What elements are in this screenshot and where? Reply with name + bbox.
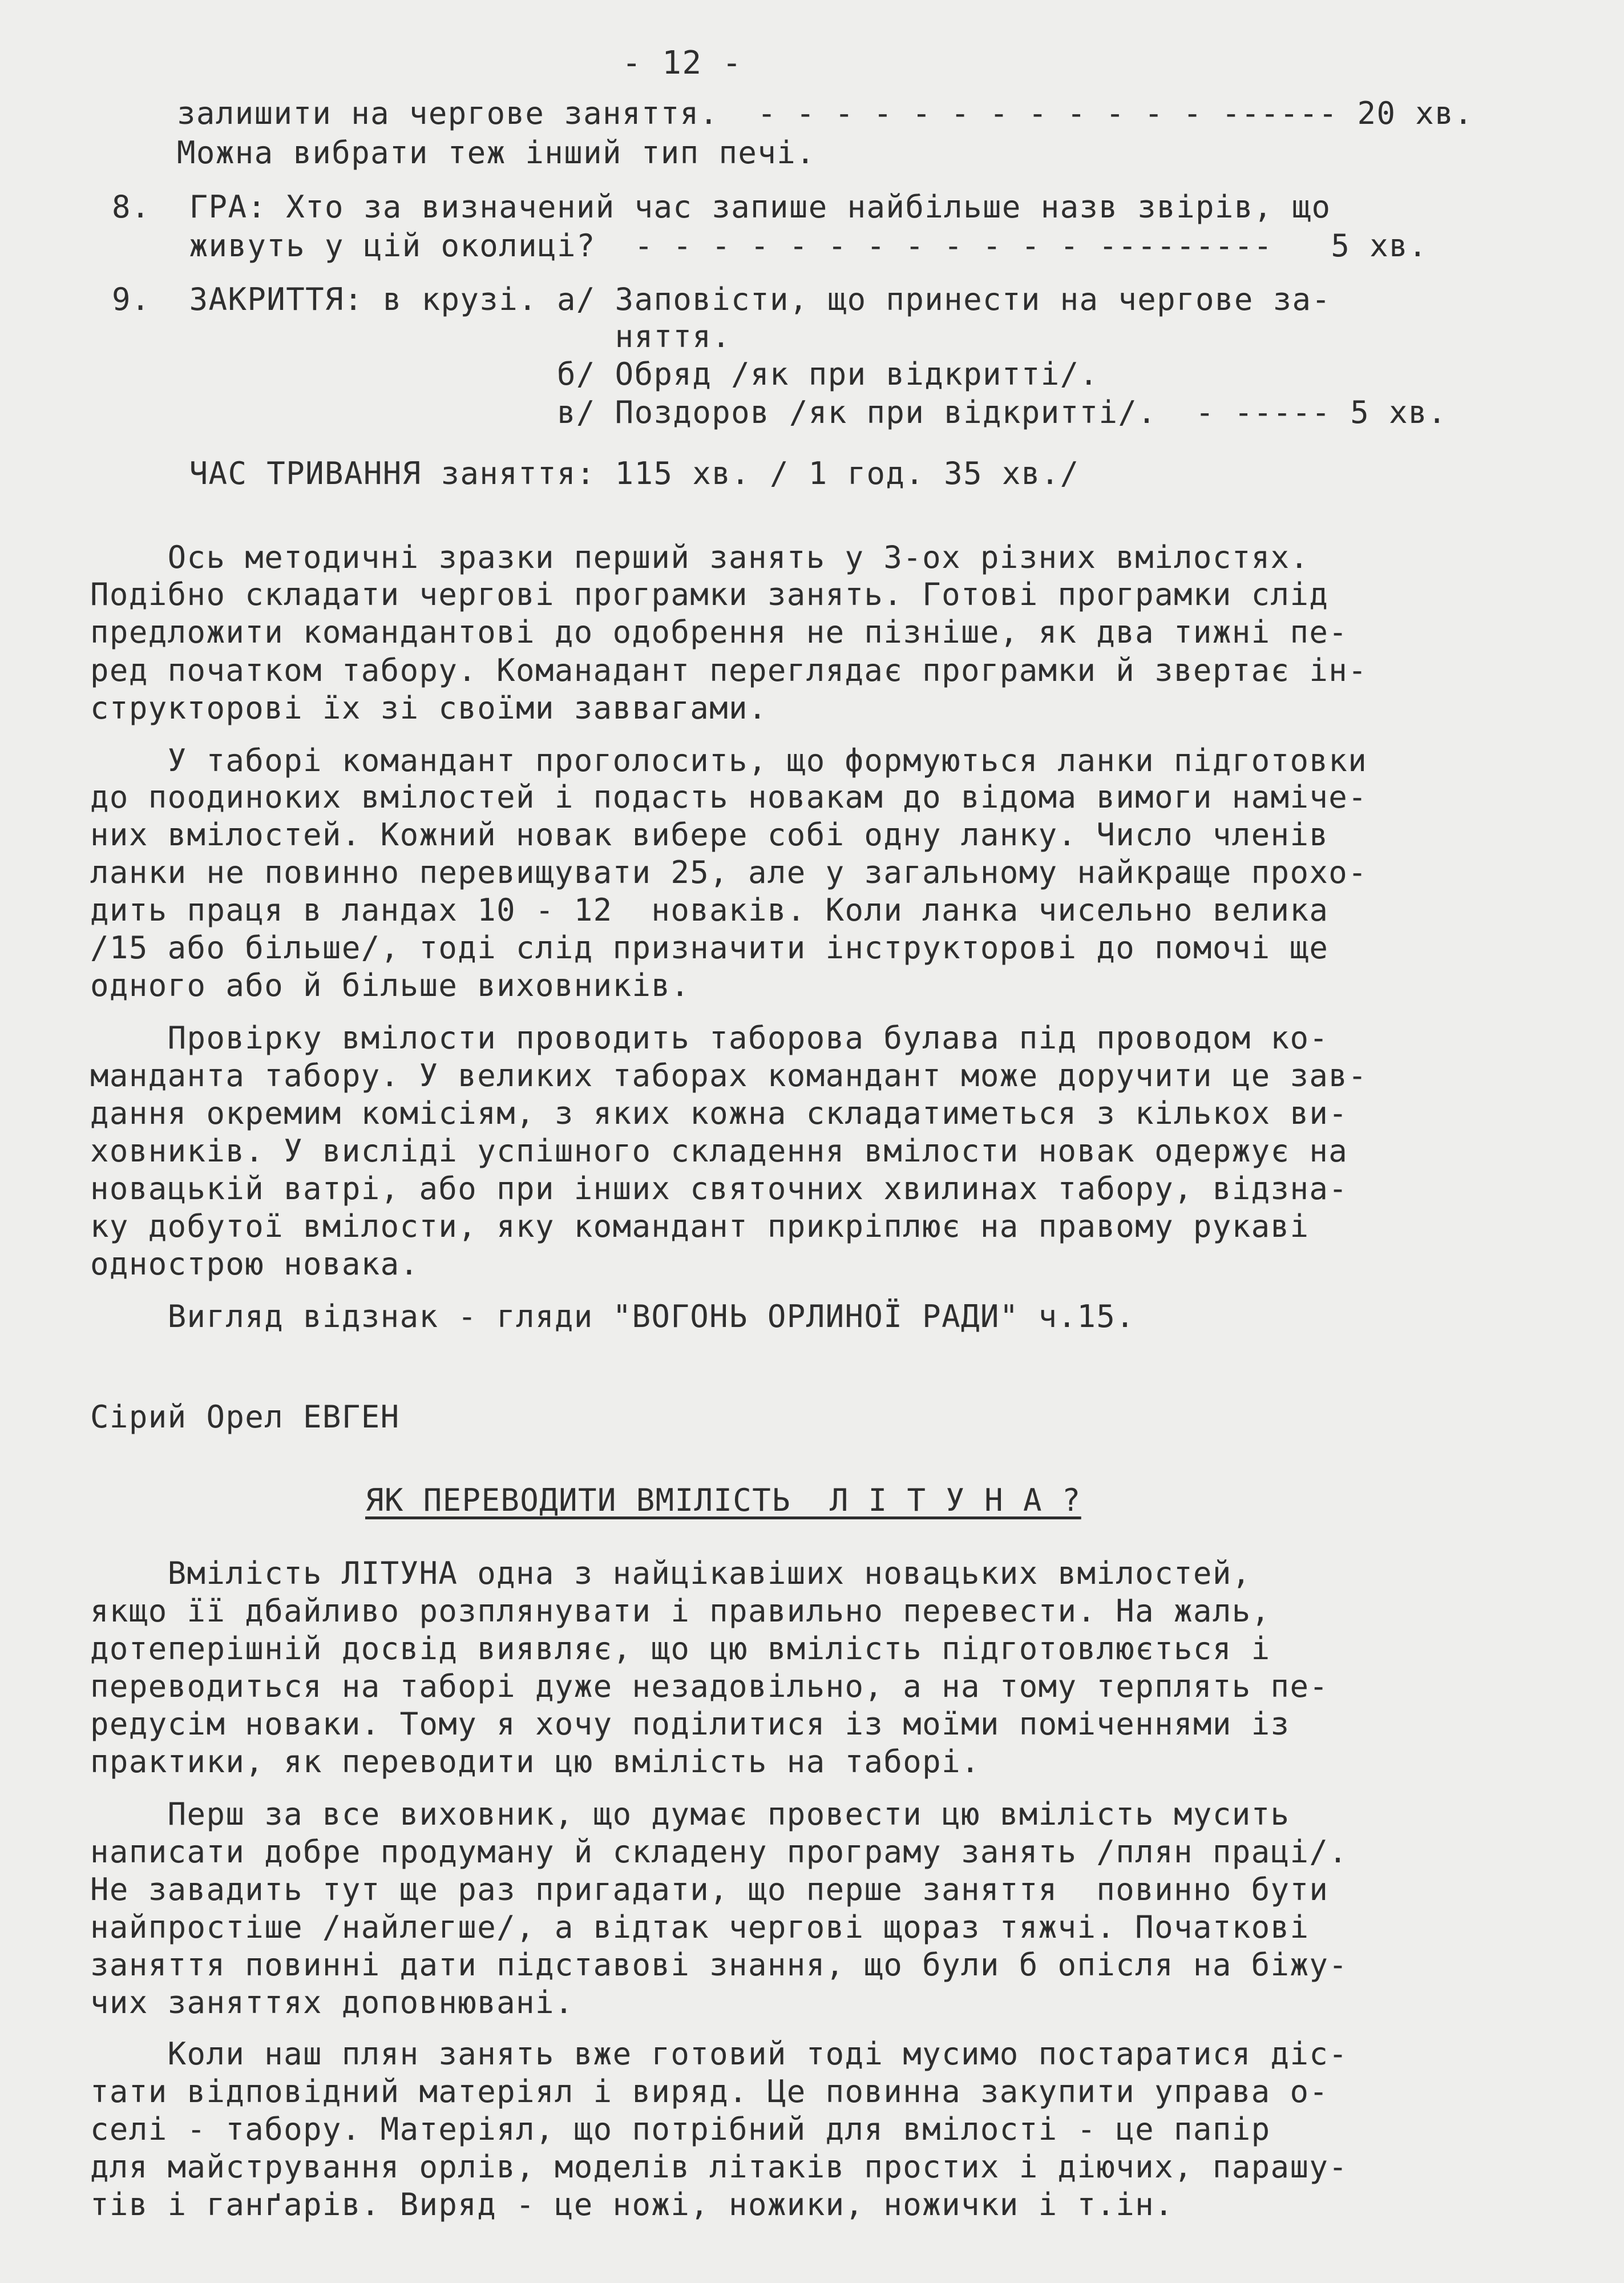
- text-line: манданта табору. У великих таборах командант може доручити це зав-: [90, 1058, 1368, 1094]
- text-line: структорові їх зі своїми заввагами.: [90, 690, 767, 726]
- text-line: тів і ганґарів. Виряд - це ножі, ножики, ножички і т.ін.: [90, 2187, 1174, 2223]
- text-line: тати відповідний матеріял і виряд. Це повинна закупити управа о-: [90, 2074, 1329, 2109]
- text-line: Ось методичні зразки перший занять у 3-ох різних вмілостях.: [90, 539, 1310, 575]
- author-signature: Сірий Орел ЕВГЕН: [90, 1399, 400, 1435]
- text-line: ку добутої вмілости, яку командант прикріплює на правому рукаві: [90, 1208, 1310, 1244]
- text-line: Можна вибрати теж інший тип печі.: [177, 135, 816, 171]
- text-line: залишити на чергове заняття. - - - - - - - - - - - - ------ 20 хв.: [177, 95, 1474, 131]
- section-title: ЯК ПЕРЕВОДИТИ ВМІЛІСТЬ Л І Т У Н А ?: [365, 1482, 1081, 1518]
- text-line: дотеперішній досвід виявляє, що цю вмілість підготовлюється і: [90, 1631, 1271, 1667]
- duration-line: ЧАС ТРИВАННЯ заняття: 115 хв. / 1 год. 35 хв./: [112, 455, 1080, 491]
- text-line: переводиться на таборі дуже незадовільно, а на тому терплять пе-: [90, 1668, 1329, 1704]
- text-line: селі - табору. Матеріял, що потрібний для вмілості - це папір: [90, 2111, 1271, 2147]
- text-line: редусім новаки. Тому я хочу поділитися із моїми поміченнями із: [90, 1706, 1290, 1742]
- text-line: дання окремим комісіям, з яких кожна складатиметься з кількох ви-: [90, 1095, 1348, 1131]
- text-line: новацькій ватрі, або при інших святочних хвилинах табору, відзна-: [90, 1171, 1348, 1207]
- text-line: них вмілостей. Кожний новак вибере собі одну ланку. Число членів: [90, 817, 1329, 853]
- text-line: Вигляд відзнак - гляди "ВОГОНЬ ОРЛИНОЇ РАДИ" ч.15.: [90, 1298, 1136, 1334]
- list-item-8-cont: живуть у цій околиці? - - - - - - - - - - - - --------- 5 хв.: [112, 228, 1428, 264]
- text-line: Подібно складати чергові програмки занять. Готові програмки слід: [90, 576, 1329, 612]
- text-line: однострою новака.: [90, 1246, 419, 1282]
- text-line: чих заняттях доповнювані.: [90, 1984, 574, 2020]
- text-line: ланки не повинно перевищувати 25, але у загальному найкраще прохо-: [90, 854, 1368, 890]
- text-line: якщо її дбайливо розплянувати і правильно перевести. На жаль,: [90, 1593, 1271, 1629]
- text-line: ред початком табору. Команадант переглядає програмки й звертає ін-: [90, 652, 1368, 688]
- text-line: написати добре продуману й складену програму занять /плян праці/.: [90, 1834, 1348, 1870]
- text-line: Не завадить тут ще раз пригадати, що перше заняття повинно бути: [90, 1871, 1329, 1907]
- text-line: найпростіше /найлегше/, а відтак чергові щораз тяжчі. Початкові: [90, 1909, 1310, 1945]
- text-line: предложити командантові до одобрення не пізніше, як два тижні пе-: [90, 614, 1348, 650]
- text-line: дить праця в ландах 10 - 12 новаків. Коли ланка чисельно велика: [90, 892, 1329, 928]
- text-line: /15 або більше/, тоді слід призначити інструкторові до помочі ще: [90, 930, 1329, 966]
- page-number: - 12 -: [622, 45, 742, 82]
- text-line: Коли наш плян занять вже готовий тоді мусимо постаратися діс-: [90, 2036, 1348, 2072]
- text-line: одного або й більше виховників.: [90, 967, 690, 1003]
- text-line: Провірку вмілости проводить таборова булава під проводом ко-: [90, 1020, 1329, 1056]
- text-line: Вміліcть ЛІТУНА одна з найцікавіших новацьких вмілостей,: [90, 1555, 1251, 1591]
- text-line: У таборі командант проголосить, що формуються ланки підготовки: [90, 743, 1368, 779]
- text-line: практики, як переводити цю вмілість на таборі.: [90, 1744, 980, 1780]
- text-line: ховників. У висліді успішного складення вмілости новак одержує на: [90, 1133, 1348, 1169]
- list-item-9: 9. ЗАКРИТТЯ: в крузі. а/ Заповісти, що принести на чергове за-: [112, 281, 1331, 317]
- text-line: до поодиноких вмілостей і подасть новакам до відома вимоги наміче-: [90, 779, 1368, 815]
- list-item-8: 8. ГРА: Хто за визначений час запише найбільше назв звірів, що: [112, 189, 1331, 225]
- text-line: для майстрування орлів, моделів літаків простих і діючих, парашу-: [90, 2149, 1348, 2185]
- text-line: б/ Обряд /як при відкритті/.: [112, 356, 1099, 392]
- text-line: Перш за все виховник, що думає провести цю вмілість мусить: [90, 1796, 1290, 1832]
- text-line: в/ Поздоров /як при відкритті/. - ----- 5 хв.: [112, 394, 1447, 430]
- text-line: няття.: [112, 318, 732, 354]
- text-line: заняття повинні дати підставові знання, що були б опісля на біжу-: [90, 1947, 1348, 1983]
